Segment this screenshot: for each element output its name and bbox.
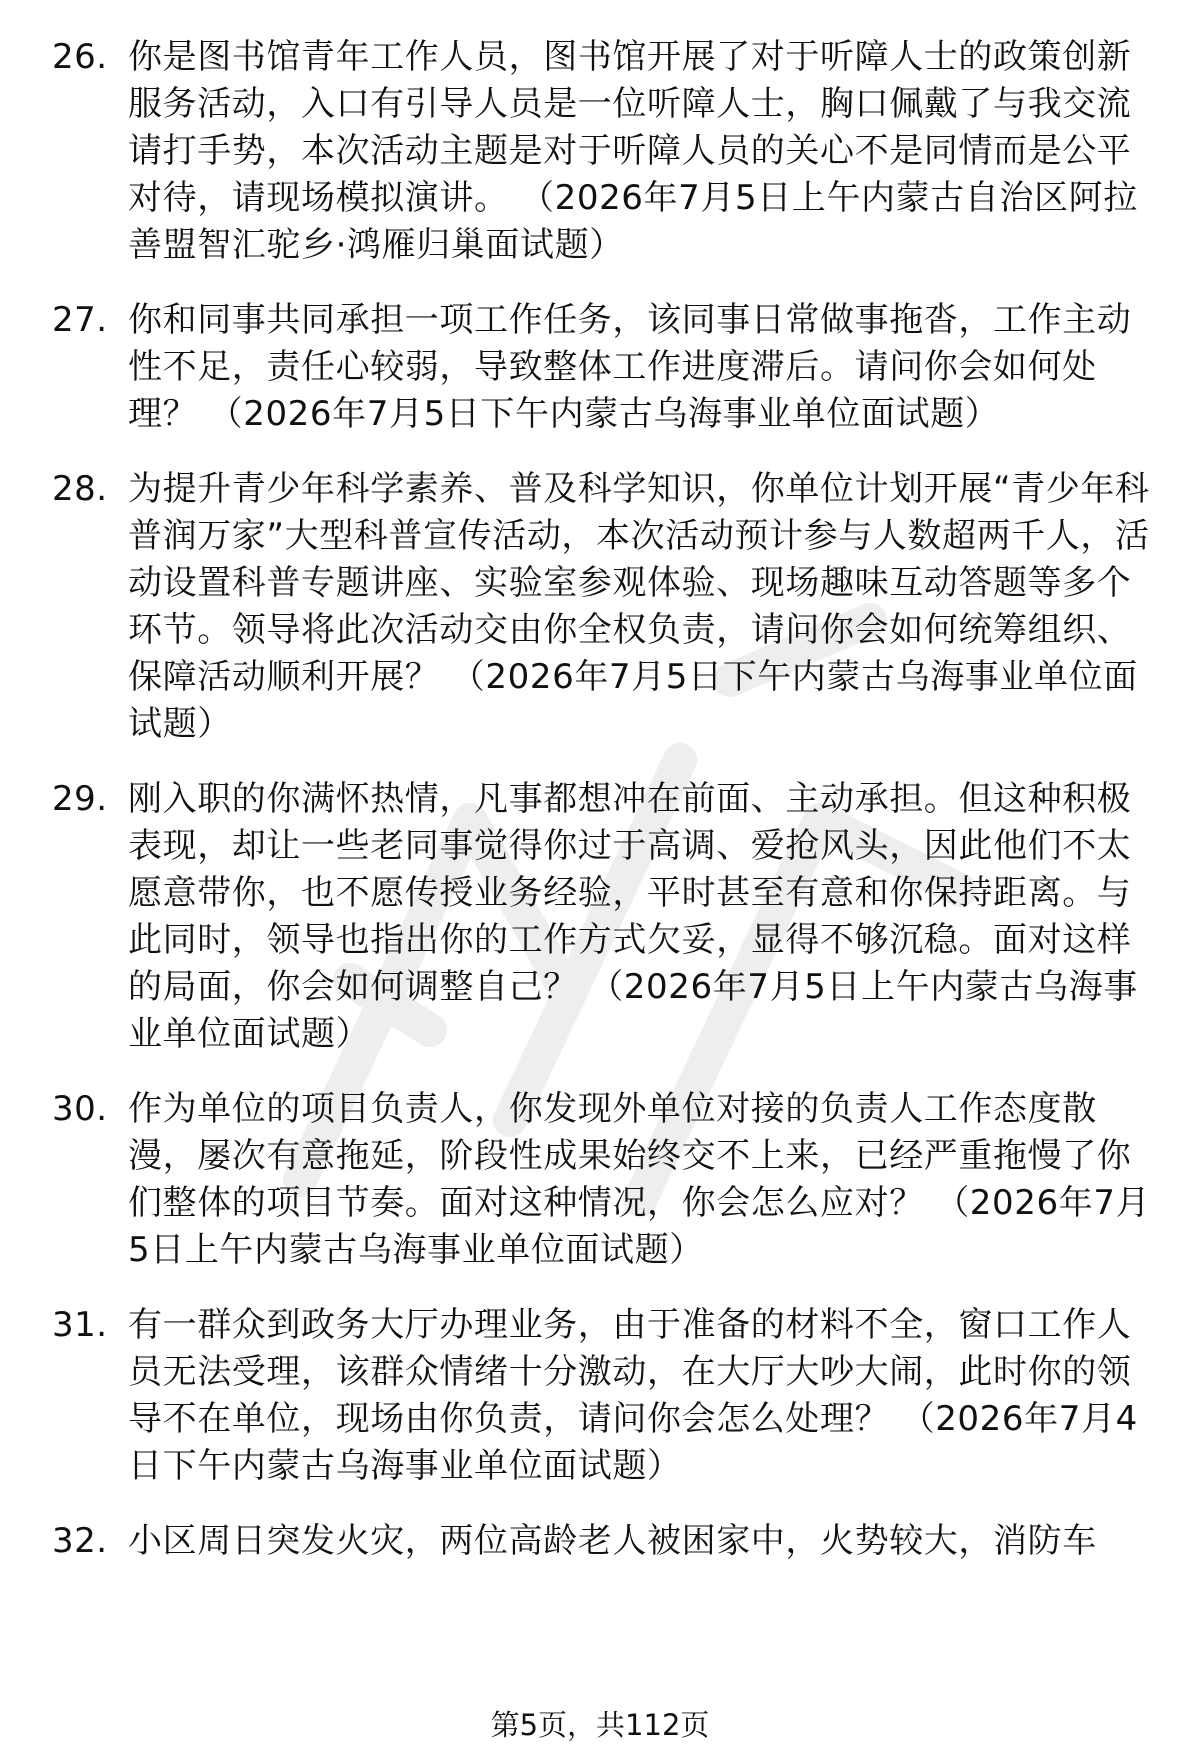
question-item <box>52 34 1162 269</box>
question-text: 作为单位的项目负责人，你发现外单位对接的负责人工作态度散漫，屡次有意拖延，阶段性成果始终交不上来，已经严重拖慢了你们整体的项目节奏。面对这种情况，你会怎么应对？ （2026年7月5日上午内蒙古乌海事业单位面试题） <box>128 1089 1151 1270</box>
question-number: 30. <box>52 1089 108 1129</box>
question-item <box>52 1302 1162 1490</box>
question-item <box>52 1086 1162 1274</box>
question-item <box>52 297 1162 438</box>
question-text: 小区周日突发火灾，两位高龄老人被困家中，火势较大，消防车 <box>128 1521 1097 1561</box>
question-item <box>52 1518 1162 1565</box>
question-number: 27. <box>52 300 108 340</box>
question-list <box>52 34 1162 1593</box>
question-number: 29. <box>52 779 108 819</box>
question-number: 28. <box>52 469 108 509</box>
question-text: 为提升青少年科学素养、普及科学知识，你单位计划开展“青少年科普润万家”大型科普宣传活动，本次活动预计参与人数超两千人，活动设置科普专题讲座、实验室参观体验、现场趣味互动答题等多个环节。领导将此次活动交由你全权负责，请问你会如何统筹组织、保障活动顺利开展？ （2026年7月5日下午内蒙古乌海事业单位面试题） <box>128 469 1150 744</box>
page-number-footer: 第5页，共112页 <box>490 1708 710 1742</box>
question-text: 刚入职的你满怀热情，凡事都想冲在前面、主动承担。但这种积极表现，却让一些老同事觉得你过于高调、爱抢风头，因此他们不太愿意带你，也不愿传授业务经验，平时甚至有意和你保持距离。与此同时，领导也指出你的工作方式欠妥，显得不够沉稳。面对这样的局面，你会如何调整自己？ （2026年7月5日上午内蒙古乌海事业单位面试题） <box>128 779 1138 1054</box>
question-item <box>52 466 1162 748</box>
question-number: 26. <box>52 37 108 77</box>
question-text: 你和同事共同承担一项工作任务，该同事日常做事拖沓，工作主动性不足，责任心较弱，导致整体工作进度滞后。请问你会如何处理？ （2026年7月5日下午内蒙古乌海事业单位面试题） <box>128 300 1132 434</box>
question-text: 有一群众到政务大厅办理业务，由于准备的材料不全，窗口工作人员无法受理，该群众情绪十分激动，在大厅大吵大闹，此时你的领导不在单位，现场由你负责，请问你会怎么处理？ （2026年7月4日下午内蒙古乌海事业单位面试题） <box>128 1305 1138 1486</box>
question-text: 你是图书馆青年工作人员，图书馆开展了对于听障人士的政策创新服务活动，入口有引导人员是一位听障人士，胸口佩戴了与我交流请打手势，本次活动主题是对于听障人员的关心不是同情而是公平对待，请现场模拟演讲。 （2026年7月5日上午内蒙古自治区阿拉善盟智汇驼乡·鸿雁归巢面试题） <box>128 37 1138 265</box>
question-item <box>52 776 1162 1058</box>
question-number: 32. <box>52 1521 108 1561</box>
question-number: 31. <box>52 1305 108 1345</box>
